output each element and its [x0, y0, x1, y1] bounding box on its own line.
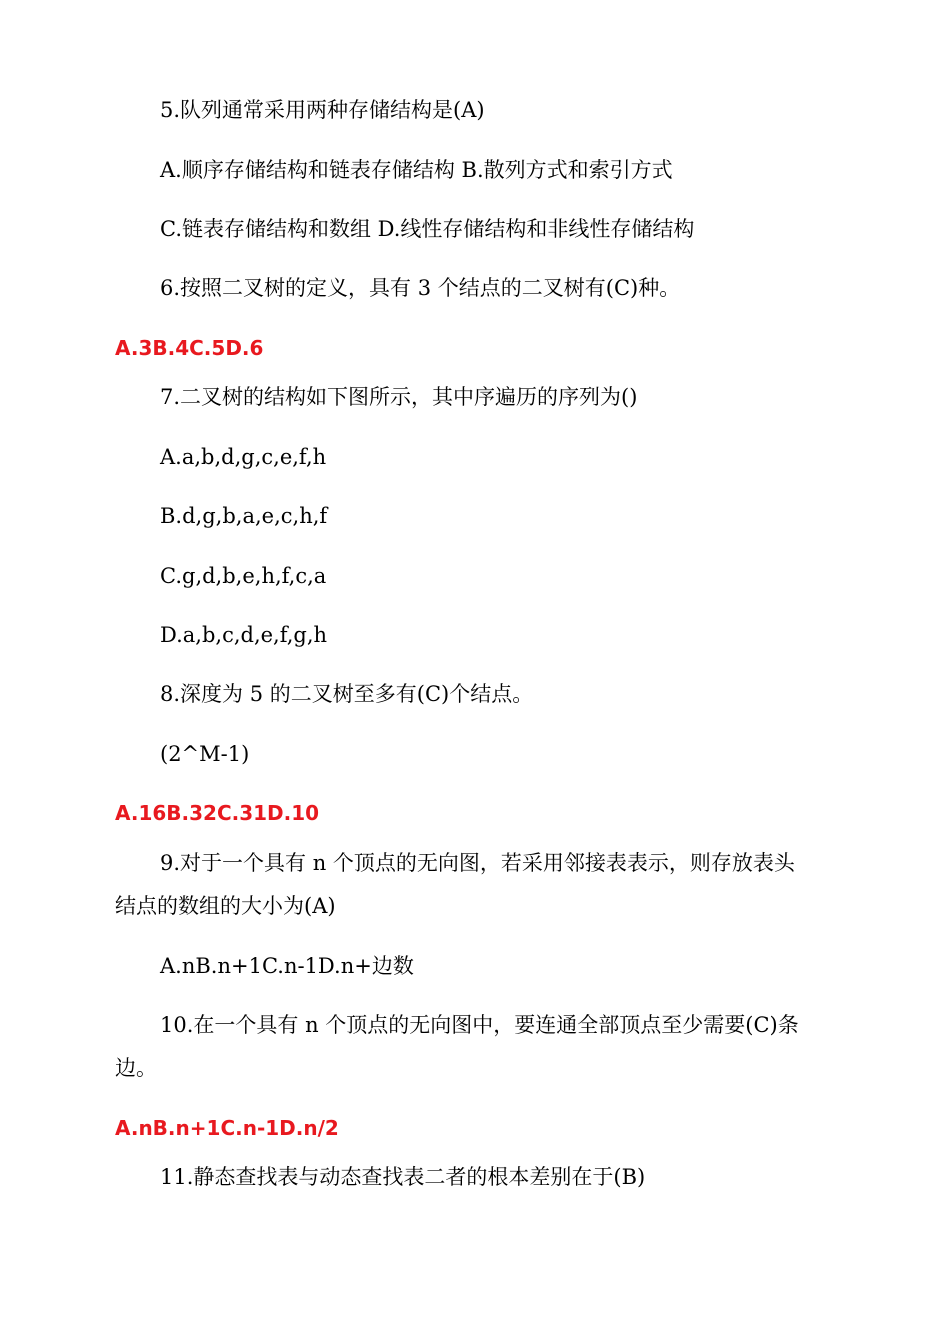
- question-7-option-a: A.a,b,d,g,c,e,f,h: [160, 445, 327, 469]
- question-8-options: A.16B.32C.31D.10: [115, 801, 320, 825]
- question-7-option-b: B.d,g,b,a,e,c,h,f: [160, 504, 328, 528]
- question-10-line-1: 10.在一个具有 n 个顶点的无向图中，要连通全部顶点至少需要(C)条: [160, 1013, 799, 1037]
- question-6-options: A.3B.4C.5D.6: [115, 336, 264, 360]
- question-9-options: A.nB.n+1C.n-1D.n+边数: [160, 954, 414, 978]
- question-5: 5.队列通常采用两种存储结构是(A): [160, 98, 485, 122]
- question-10-options: A.nB.n+1C.n-1D.n/2: [115, 1116, 339, 1140]
- question-8: 8.深度为 5 的二叉树至多有(C)个结点。: [160, 682, 534, 706]
- question-11: 11.静态查找表与动态查找表二者的根本差别在于(B): [160, 1165, 646, 1189]
- question-5-options-cd: C.链表存储结构和数组 D.线性存储结构和非线性存储结构: [160, 217, 695, 241]
- question-7-option-d: D.a,b,c,d,e,f,g,h: [160, 623, 328, 647]
- question-10-line-2: 边。: [115, 1056, 157, 1080]
- question-8-hint: (2^M-1): [160, 742, 250, 766]
- question-7: 7.二叉树的结构如下图所示，其中序遍历的序列为(): [160, 385, 638, 409]
- question-9-line-1: 9.对于一个具有 n 个顶点的无向图，若采用邻接表表示，则存放表头: [160, 851, 795, 875]
- question-5-options-ab: A.顺序存储结构和链表存储结构 B.散列方式和索引方式: [160, 158, 673, 182]
- question-9-line-2: 结点的数组的大小为(A): [115, 894, 336, 918]
- question-6: 6.按照二叉树的定义，具有 3 个结点的二叉树有(C)种。: [160, 276, 681, 300]
- question-7-option-c: C.g,d,b,e,h,f,c,a: [160, 564, 327, 588]
